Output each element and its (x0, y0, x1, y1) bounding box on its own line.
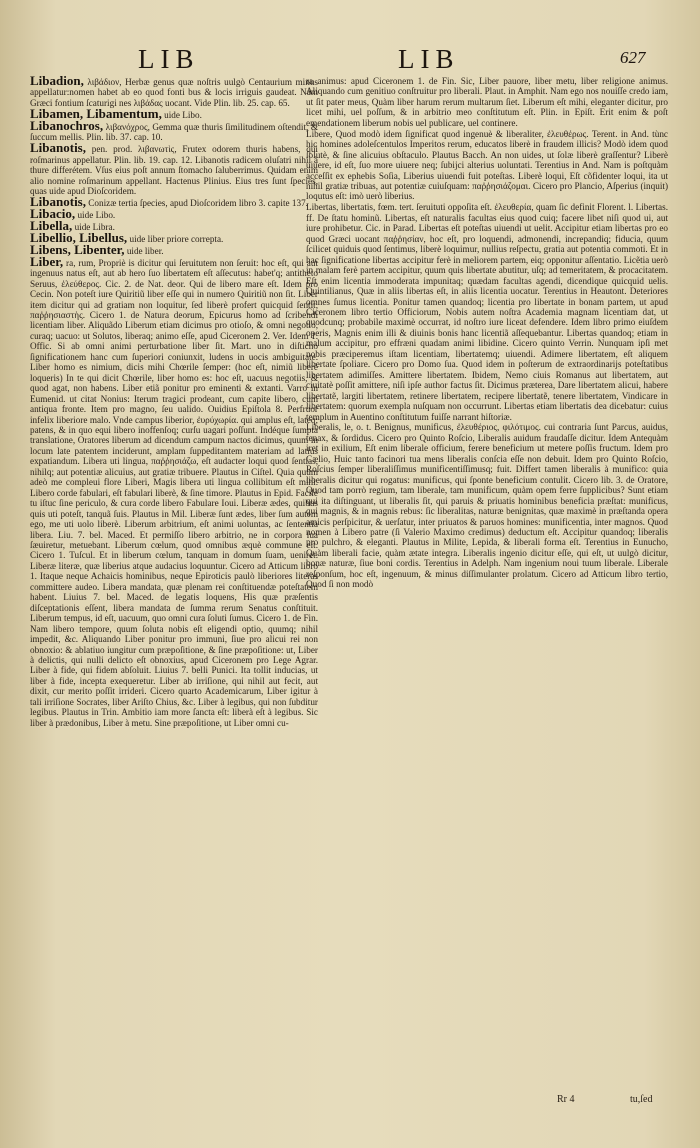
entry-headword: Libanotis, (30, 193, 86, 209)
dictionary-entry (30, 241, 318, 257)
entry-text: ra, rum, Propriè is dicitur qui ſeruitutem non ſeruit: hoc eſt, qui aut ingenuus natus eſt, aut ab hero ſuo libertatem eſt aſſecutus: habet'q; antitheto Seruus, ἐλεύθερος. Cic. 2. de Nat. deor. Qui de libero mare eſt. Idem pro Cecin. Non poteſt iure Quiritiũ liber eſſe qui in numero Quiritiũ non ſit. Liber item dicitur qui ad gratiam non loquitur, ſed liberè profert quicquid ſentit, παῤῥησιαστὴς. Cicero 1. de Natura deorum, Epicurus homo ad ſcribendi licentiam liber. Aliquãdo Liberum etiam dicimus pro otioſo, & omni negotio, curaq; uacuo: ut Solutos, liberaq; animo eſſe, apud Ciceronem 2. Ver. Idem 1. Offic. Si ab omni animi perturbatione liber ſit. Mart. uno in diſticho ſignificationem hanc cum ſuperiori coniunxit, ludens in uocis ambiguitate. Liber homo es nimium, dicis mihi Chœrile ſemper: (hoc eſt, nimiũ liberè loqueris) In te qui dicit Chœrile, liber homo es: hoc eſt, uacuus negotiis, & quod agat, non habens. Liber etiã ponitur pro eminenti & extanti. Varro in Eumenid. ut citat Nonius: Iterum tragici prodeant, cum capite libero, cum antiqua fronte. Item pro magno, ſeu ualido. Ouidius Epiſtola 8. Perfruor infelix liberiore malo. Vnde campus liberior, ἐυρύχωρία. qui amplus eſt, lateq; patens, & in quo equi libero inoffenſoq; curſu uagari poſſunt. Indéque ſumpta translatione, Oratores liberum ad dicendum campum nactos dicimus, quum in locum late patentem inciderunt, amplam ſuppeditantem materiam ad latius expatiandum. Libera uti lingua, παῤῥησιάζω, eſt audacter loqui quod ſentias, nihilq; aut potentiæ alicuius, aut gratiæ tribuere. Plautus in Ciſtel. Quia quum adeò me compleui flore Liberi, Magis libera uti lingua collibitum eſt mihi. Libero corde fabulari, eſt fabulari liberè, & ſine timore. Plautus in Epid. Facilè tu iſtuc ſine periculo, & cura corde libero Fabulare Ioui. Liberæ ædes, quibus quis uti poteſt, tanquã ſuis. Plautus in Mil. Liberæ ſunt ædes, liber ſum autem ego, me uti uolo liberè. Liberum arbitrium, eſt animi uoluntas, ac ſententia libera. Liu. 7. bel. Maced. Et permiſſo libero arbitrio, ne in corpora ſua ſæuiretur, metuebant. Liberum cœlum, quod omnibus æquè commune eſt. Cicero 1. Tuſcul. Et in liberum cœlum, tanquam in domum ſuam, ueniret. Liberæ literæ, quæ liberius atque audacius loquuntur. Cicero ad Atticum libro 1. Itaque neque Achaicis hominibus, neque Epiroticis paulò liberiores literas committere audeo. Libera mandata, quæ plenam rei conſtituendæ poteſtatem habent. Liuius 7. bel. Maced. de legatis loquens, His quæ præſentis diſceptationis eſſent, libera mandata de ſumma rerum Senatus conſtituit. Liberum tempus, id eſt, uacuum, quo omni cura ſoluti ſumus. Cicero 1. de Fin. Nam libero tempore, quum ſoluta nobis eſt eligendi optio, quumq; nihil impedit, &c. Aliquando Liber ponitur pro immuni, ſiue pro alicui rei non obnoxio: & ablatiuo iungitur cum præpoſitione, & ſine præpoſitione: ut, Liber à delictis, qui nulli delicto eſt obnoxius, apud Ciceronem pro Lege Agrar. Liber à fide, qui fidem abſoluit. Liuius 7. belli Punici. Ita tollit inducias, ut liber à fide, incepta exequeretur. Liber ab irriſione, qui nihil aut fecit, aut dixit, cur merito poſſit irrideri. Cicero quarto Academicarum, Liber igitur à tali irriſione Socrates, liber Ariſto Chius, &c. Liber à legibus, qui non ſubditur legibus. Plautus in Trin. Ambitio iam more ſancta eſt: liberà eſt à legibus. Sic liber à prædonibus, Liber à metu. Sine præpoſitione, ut Liber omni cu- (30, 257, 318, 728)
dictionary-entry (306, 202, 668, 422)
signature-mark: Rr 4 (557, 1094, 575, 1105)
dictionary-entry (30, 253, 318, 728)
entry-text: uide Libo. (161, 109, 202, 120)
entry-text: Libertas, libertatis, fœm. tert. ſeruituti oppoſita eſt. ἐλευθερία, quam ſic definit Florent. l. Libertas. ff. De ſtatu hominũ. Libertas, eſt naturalis facultas eius quod cuiq; facere libet niſi quod ui, aut iure prohibetur. Cic. in Parad. Libertas eſt poteſtas uiuendi ut uelit. Accipitur etiam libertas pro eo quod Græci uocant παῤῥησίαν, hoc eſt, pro loquendi, admonendi, increpandiq; fiducia, quum ſcilicet quiduis quod ſentimus, liberè loquimur, nullius reſpectu, gratia aut potentia commoti. Et in hac ſignificatione libertas accipitur ferè in meliorem partem, eiq; opponitur aſſentatio. Licẽtia uerò in malam ferè partem accipitur, quum quis libertate abutitur, uſq; ad temeritatem, & procacitatem. Eſt enim licentia immoderata impunitaq; quædam facultas agendi, dicendique quicquid uelis. Quintilianus, Quæ in aliis libertas eſt, in aliis licentia uocatur. Terentius in Heautont. Deteriores omnes ſumus licentia. Ponitur tamen quandoq; licentia pro libertate in bonam partem, ut apud Ciceronem libro tertio Officiorum, Nobis autem noſtra Academia magnam licentiam dat, ut quodcunq; probabile maximè occurrat, id noſtro iure liceat defendere. Idem libro primo eiuſdem operis, Magnis enim illi & diuinis bonis hanc licentiã aſſequebantur. Libertas quandoq; etiam in malum accipitur, pro effræni quadam animi libidine. Cicero quinto Verrin. Nunquam ipſi met nobis præciperemus iſtam licentiam, libertatemq; uiuendi. Adimere libertatem, eſt aliquem libertate ſpoliare. Cicero pro Domo ſua. Quod idem in poſterum de extraordinarijs poteſtatibus libertatem adimiſſes. Amittere libertatem. Ibidem, Nemo ciuis Romanus aut libertatem, aut ciuitatè poſſit amittere, niſi ipſe author factus ſit. Dicimus præterea, Dare libertatem alicui, habere libertatẽ, largiti libertatem, retinere libertatem, recipere libertatẽ, tenere libertatem, Vindicare in libertatem: quorum exempla nuſquam non occurrunt. Libertas etiam libertatis dea dicebatur: cuius templum in Auentino conſtitutum fuiſſe narrant hiſtoriæ. (306, 202, 668, 422)
entry-text: Libere, Quod modò idem ſignificat quod ingenuè & liberaliter, ἐλευθέρως. Terent. in And. tùnc hic homines adoleſcentulos Imperitos rerum, educatos liberè in fraudem illicis? Modò idem quod ſolutè, & ſine alicuius obſtaculo. Plautus Bacch. An non uides, ut ſolæ liberè graſſentur? Liberè uiuere, id eſt, ſuo more uiuere neq; ſubijci alterius uoluntati. Terentius in And. Nam is poſtquàm acceſſit ex ephebis Soſia, Liberius uiuendi fuit poteſtas. Liberè loqui, Eſt cõfidenter loqui, ita ut nihil gratiæ tribuas, aut potentiæ cuiuſquam: παῤῥησιάζομαι. Cicero pro Plancio, Aſperius (inquit) loqutus eſt: imò uerò liberius. (306, 128, 668, 202)
entry-text: uide Libra. (72, 221, 115, 232)
running-head (0, 44, 700, 78)
entry-text: Liberalis, le, o. t. Benignus, munificus, ἐλευθέριος, φιλότιμος. cui contraria ſunt Parcus, auidus, tenax, & ſordidus. Cicero pro Quinto Roſcio, Liberalis auidum fraudaſſe dicitur. Idem Antequàm iret in exilium, Eſt enim liberale officium, ferere beneficium ut metere poſſis fructum. Idem pro Cælio, Huic tanto facinori tua mens liberalis conſcia eſſe non debuit. Idem pro Quinto Roſcio, Roſcius ſemper liberaliſſimus munificentiſſimusq; fuit. Differt tamen liberalis à munifico: quia liberalis dicitur qui rogatus: munificus, qui ſponte beneficium contulit. Cicero lib. 3. de Oratore, Quod tam porrò regium, tam liberale, tam munificum, quàm opem ferre ſupplicibus? Sunt etiam qui ita diſtinguant, ut liberalis ſit, qui paruis & priuatis hominibus beneficia præſtat: munificus, qui magnis, & in magnis rebus: ſic liberalitas, naturæ benignitas, quæ maximè in præſtanda opera amicis perſpicitur, & uerſatur, inter priuatos & paruos homines: munificentia, inter magnos. Quod nomen à Libero patre (ſi Valerio Maximo credimus) deductum eſt. Accipitur quandoq; liberalis pro pulchro, & eleganti. Plautus in Milite, Lepida, & liberali forma eſt. Terentius in Eunucho, Quàm liberali facie, quàm ætate integra. Liberalis ingenio dicitur eſſe, qui eſt, ut uulgò dicitur, bonæ naturæ, ſiue boni cordis. Terentius in Adelph. Nam ingenium noui tuum liberale. Liberale reſponſum, hoc eſt, ingenuum, & minus diſſimulanter prolatum. Cicero ad Atticum libro tertio, Quod ſi non modò (306, 422, 668, 590)
dictionary-entry (30, 140, 318, 197)
entry-text: ra animus: apud Ciceronem 1. de Fin. Sic, Liber pauore, liber metu, liber religione animus. Aliquando cum genitiuo conſtruitur pro liberali. Plaut. in Amphit. Nam ego nos nouiſſe credo iam, ut ſit pater meus, Quàm liber harum rerum multarum ſiet. Liberum eſt mihi, eleganter dicitur, pro licet mihi, uel poſſum, & in arbitrio meo conſtitutum eſt. Plin. in Epiſt. Erit enim & poſt emendationem liberum nobis uel publicare, uel continere. (306, 76, 668, 128)
page-number: 627 (620, 48, 646, 67)
entry-headword: Liber, (30, 253, 64, 269)
entry-headword: Libamen, Libamentum, (30, 105, 162, 121)
dictionary-entry (30, 205, 318, 221)
entry-headword: Libadion, (30, 73, 84, 88)
dictionary-entry (30, 73, 318, 108)
catchword: tu,ſed (630, 1094, 653, 1105)
entry-text: λιβανόχρος, Gemma quæ thuris ſimilitudinem oſtendit, & ſuccum mellis. Plin. lib. 37. cap. 10. (30, 121, 318, 143)
dictionary-entry (306, 76, 668, 128)
entry-headword: Libanotis, (30, 140, 86, 156)
entry-headword: Libacio, (30, 205, 76, 221)
dictionary-entry (306, 422, 668, 589)
entry-text: pen. prod. λιβανωτὶς, Frutex odorem thuris habens, qui roſmarinus appellatur. Plin. lib. 19. cap. 12. Libanotis radicem oluſatri nihil à thure differétem. Vſus eius poſt annum ſtomacho ſaluberrimus. Quidam enim alio nomine roſmarinum appellant. Hactenus Plinius. Eius tres ſunt ſpecies, quas uide apud Dioſcoridem. (30, 144, 318, 197)
entry-headword: Libanochros, (30, 117, 104, 133)
entry-text: uide liber priore correpta. (127, 233, 224, 244)
entry-text: uide liber. (124, 245, 164, 256)
left-column (30, 73, 318, 729)
entry-headword: Libens, Libenter, (30, 241, 125, 257)
dictionary-entry (306, 129, 668, 202)
entry-text: Conizæ tertia ſpecies, apud Dioſcoridem libro 3. capite 137. (86, 197, 308, 208)
right-column (306, 76, 668, 590)
running-head-right: LIB (398, 44, 460, 74)
running-head-left: LIB (138, 44, 200, 74)
entry-headword: Libellio, Libellus, (30, 229, 128, 245)
entry-text: uide Libo. (75, 209, 116, 220)
entry-headword: Libella, (30, 217, 73, 233)
entry-text: λιβάδιον, Herbæ genus quæ noſtris uulgò Centaurium minus appellatur:nomen habet ab eo quod fonti bus & locis irriguis gaudeat. Nam Græci fontium ſcaturigi nes λιβάδας uocant. Vide Plin. lib. 25. cap. 65. (30, 77, 318, 108)
